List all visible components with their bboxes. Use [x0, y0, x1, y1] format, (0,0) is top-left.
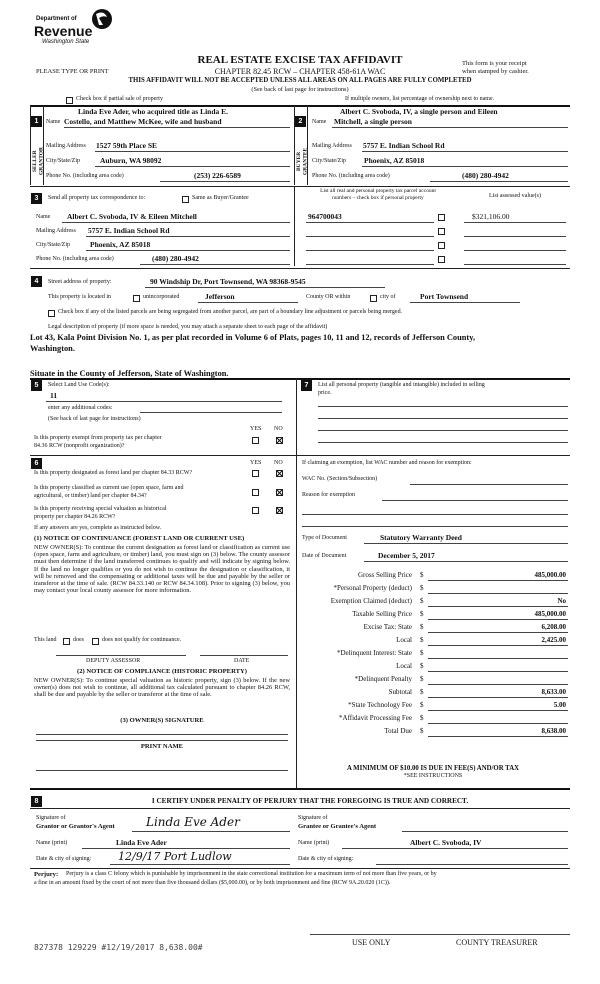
- tax-row-label: Gross Selling Price: [357, 571, 412, 579]
- receipt-note-2: when stamped by cashier.: [462, 68, 529, 75]
- sec6-no-header: NO: [274, 460, 283, 466]
- city-of-label: city of: [380, 294, 396, 300]
- deputy-date-label: DATE: [234, 658, 250, 664]
- notice1-title: (1) NOTICE OF CONTINUANCE (FOREST LAND OR CURRENT USE): [34, 535, 245, 542]
- tax-table: [300, 571, 570, 741]
- tax-row-value: 8,633.00: [541, 688, 566, 696]
- section-2-badge: 2: [295, 116, 306, 127]
- section-6-badge: 6: [31, 458, 42, 469]
- land-does-not-label: does not qualify for continuance.: [102, 637, 182, 643]
- assessed-1: $321,106.00: [472, 212, 510, 221]
- additional-codes-label: enter any additional codes:: [48, 405, 113, 411]
- doc-date-underline: [364, 561, 568, 562]
- parcel-3-checkbox[interactable]: [438, 242, 445, 249]
- buyer-name-underline: [332, 127, 568, 128]
- personal-property-label-2: price.: [318, 390, 332, 396]
- logo-dept-line3: Washington State: [42, 39, 90, 45]
- cashier-stamp: 827378 129229 #12/19/2017 8,638.00#: [34, 943, 203, 952]
- tax-row-underline: [428, 606, 568, 607]
- buyer-phone-label: Phone No. (including area code): [312, 173, 390, 179]
- land-does-not-checkbox[interactable]: [92, 638, 99, 645]
- grantor-name-print: Linda Eve Ader: [116, 838, 167, 847]
- tax-row-underline: [428, 593, 568, 594]
- grantee-name-label: Name (print): [298, 840, 330, 846]
- see-instructions-note: *SEE INSTRUCTIONS: [403, 773, 463, 779]
- county-underline: [198, 302, 298, 303]
- tax-row: [300, 727, 570, 740]
- tax-row-currency: $: [420, 636, 424, 644]
- reason-underline-3: [302, 526, 568, 527]
- treasurer-stamp-line: [310, 934, 570, 935]
- grantee-sig-label-1: Signature of: [298, 815, 328, 821]
- rule-top-exemption: [296, 455, 570, 456]
- parcel-1: 964700043: [308, 212, 342, 221]
- print-name-underline: [36, 770, 288, 771]
- current-use-yes-checkbox[interactable]: [252, 489, 259, 496]
- segregated-checkbox[interactable]: [48, 310, 55, 317]
- tax-row-currency: $: [420, 571, 424, 579]
- tax-row-underline: [428, 632, 568, 633]
- corr-phone: (480) 280-4942: [152, 254, 199, 263]
- seller-mailing-label: Mailing Address: [46, 143, 86, 149]
- correspondence-label: Send all property tax correspondence to:: [48, 195, 146, 201]
- tax-row: [300, 688, 570, 701]
- owners-signature-label: (3) OWNER(S) SIGNATURE: [120, 717, 204, 724]
- tax-row-label: Local: [396, 636, 412, 644]
- grantee-name-underline: [342, 848, 568, 849]
- tax-row: [300, 649, 570, 662]
- tax-row: [300, 714, 570, 727]
- tax-row-underline: [428, 619, 568, 620]
- buyer-city: Phoenix, AZ 85018: [364, 156, 425, 165]
- additional-codes-underline: [140, 412, 282, 413]
- tax-row-currency: $: [420, 649, 424, 657]
- tax-row-underline: [428, 723, 568, 724]
- corr-mailing-label: Mailing Address: [36, 228, 76, 234]
- historic-question-1: Is this property receiving special valuation as historical: [34, 506, 167, 512]
- exempt-question-2: 84.36 RCW (nonprofit organization)?: [34, 443, 125, 449]
- parcel-line-1: [306, 222, 434, 223]
- print-name-label: PRINT NAME: [140, 743, 184, 750]
- grantee-name-print: Albert C. Svoboda, IV: [410, 838, 482, 847]
- minimum-fee-note: A MINIMUM OF $10.00 IS DUE IN FEE(S) AND/OR TAX: [346, 765, 520, 772]
- owners-signature-underline-2: [36, 740, 288, 741]
- tax-row-currency: $: [420, 675, 424, 683]
- seller-city-underline: [95, 166, 290, 167]
- assessed-header: List assessed value(s): [489, 193, 541, 199]
- revenue-logo-icon: [90, 8, 114, 30]
- section-8-badge: 8: [31, 796, 42, 807]
- tax-row-currency: $: [420, 597, 424, 605]
- doc-date: December 5, 2017: [378, 551, 435, 560]
- grantor-sig-label-1: Signature of: [36, 815, 66, 821]
- seller-phone-label: Phone No. (including area code): [46, 173, 124, 179]
- grantee-sig-label-2: Grantee or Grantee's Agent: [298, 823, 377, 830]
- forest-no-checkbox[interactable]: [276, 470, 283, 477]
- tax-row-value: No: [557, 597, 566, 605]
- parcel-line-3: [306, 250, 434, 251]
- parcel-1-checkbox[interactable]: [438, 214, 445, 221]
- buyer-mailing-underline: [362, 151, 568, 152]
- tax-row: [300, 636, 570, 649]
- grantor-sig-label-2: Grantor or Grantor's Agent: [36, 823, 115, 830]
- perjury-text-1: Perjury is a class C felony which is punishable by imprisonment in the state correctional institution for a maximum term of not more than five years, or by: [66, 871, 437, 877]
- reason-underline-2: [302, 514, 568, 515]
- buyer-mailing-label: Mailing Address: [312, 143, 352, 149]
- reason-underline-1: [382, 500, 568, 501]
- tax-row-currency: $: [420, 714, 424, 722]
- grantee-date-city-underline: [376, 864, 568, 865]
- corr-city-label: City/State/Zip: [36, 242, 70, 248]
- tax-row-value: 6,208.00: [541, 623, 566, 631]
- personal-property-line-4: [318, 442, 568, 443]
- notice2-body: NEW OWNER(S): To continue special valuation as historic property, sign (3) below. If the new owner(s) does not wish to continue, all additional tax calculated pursuant to chapter 84.26 RCW, shall be due and payable by the seller or transferor at the time of sale.: [34, 677, 290, 699]
- parcel-header-2: numbers – check box if personal property: [332, 195, 424, 201]
- multiple-owners-note: If multiple owners, list percentage of ownership next to name.: [345, 96, 495, 102]
- street-address: 90 Windship Dr, Port Townsend, WA 98368-9545: [150, 277, 306, 286]
- tax-row-label: *Personal Property (deduct): [333, 584, 412, 592]
- buyer-name-label: Name: [312, 119, 327, 125]
- sec5-see-back: (See back of last page for instructions): [48, 416, 141, 422]
- exempt-no-checkbox[interactable]: [276, 437, 283, 444]
- land-does-checkbox[interactable]: [63, 638, 70, 645]
- tax-row: [300, 675, 570, 688]
- tax-row: [300, 571, 570, 584]
- street-underline: [145, 287, 385, 288]
- logo-dept-line2: Revenue: [34, 23, 93, 39]
- doc-date-label: Date of Document: [302, 553, 347, 559]
- grantor-signature: Linda Eve Ader: [146, 815, 240, 829]
- historic-question-2: property per chapter 84.26 RCW?: [34, 514, 116, 520]
- grantor-sig-underline: [132, 831, 290, 832]
- tax-row-label: *Delinquent Penalty: [354, 675, 412, 683]
- corr-city-underline: [86, 250, 290, 251]
- land-does-label: does: [73, 637, 84, 643]
- sec6-yes-header: YES: [250, 460, 262, 466]
- personal-property-line-3: [318, 430, 568, 431]
- tax-row-underline: [428, 658, 568, 659]
- section-7-badge: 7: [301, 380, 312, 391]
- tax-row-label: Exemption Claimed (deduct): [330, 597, 412, 605]
- tax-row-currency: $: [420, 727, 424, 735]
- parcel-line-2: [306, 236, 434, 237]
- exemption-label: If claiming an exemption, list WAC number and reason for exemption:: [302, 460, 472, 466]
- section-1-badge: 1: [31, 116, 42, 127]
- seller-city: Auburn, WA 98092: [100, 156, 162, 165]
- current-use-no-checkbox[interactable]: [276, 489, 283, 496]
- legal-line-2: Washington.: [30, 344, 75, 353]
- tax-row-underline: [428, 671, 568, 672]
- buyer-phone: (480) 280-4942: [462, 171, 509, 180]
- parcel-header-1: List all real and personal property tax parcel account: [320, 188, 436, 194]
- tax-row-label: Excise Tax: State: [363, 623, 412, 631]
- grantor-date-city-underline: [110, 864, 290, 865]
- assessed-line-3: [464, 250, 566, 251]
- wac-underline: [410, 484, 568, 485]
- corr-name-label: Name: [36, 214, 51, 220]
- tax-row-currency: $: [420, 584, 424, 592]
- seller-mailing-underline: [95, 151, 290, 152]
- form-title: REAL ESTATE EXCISE TAX AFFIDAVIT: [197, 54, 403, 66]
- perjury-label: Perjury:: [34, 871, 59, 878]
- section-3-badge: 3: [31, 193, 42, 204]
- sec5-yes-header: YES: [250, 426, 262, 432]
- tax-row-value: 2,425.00: [541, 636, 566, 644]
- this-land-label: This land: [34, 637, 57, 643]
- tax-row-label: Subtotal: [388, 688, 412, 696]
- county-value: Jefferson: [205, 292, 235, 301]
- tax-row-label: Local: [396, 662, 412, 670]
- parcel-4-checkbox[interactable]: [438, 256, 445, 263]
- legal-line-3: Situate in the County of Jefferson, State of Washington.: [30, 369, 229, 378]
- corr-name-underline: [62, 222, 290, 223]
- street-label: Street address of property:: [48, 279, 112, 285]
- doc-type-label: Type of Document: [302, 535, 347, 541]
- tax-row-underline: [428, 580, 568, 581]
- seller-mailing: 1527 59th Place SE: [96, 141, 158, 150]
- seller-name-line1: Linda Eve Ader, who acquired title as Linda E.: [78, 107, 229, 116]
- tax-row: [300, 623, 570, 636]
- exempt-question-1: Is this property exempt from property tax per chapter: [34, 435, 162, 441]
- form-subtitle: CHAPTER 82.45 RCW – CHAPTER 458-61A WAC: [214, 67, 386, 76]
- seller-name-line2: Costello, and Matthew McKee, wife and husband: [64, 117, 222, 126]
- see-back-instructions: (See back of last page for instructions): [251, 86, 349, 93]
- tax-row-underline: [428, 736, 568, 737]
- buyer-name-line1: Albert C. Svoboda, IV, a single person and Eileen: [340, 107, 498, 116]
- seller-name-underline: [64, 127, 290, 128]
- tax-row-label: Taxable Selling Price: [352, 610, 412, 618]
- forest-yes-checkbox[interactable]: [252, 470, 259, 477]
- buyer-city-underline: [362, 166, 568, 167]
- tax-row-currency: $: [420, 688, 424, 696]
- segregated-note: Check box if any of the listed parcels are being segregated from another parcel, are part of a boundary line adjustment or parcels being merged.: [58, 309, 403, 315]
- grantor-date-city-label: Date & city of signing:: [36, 856, 92, 862]
- grantor-name-underline: [82, 848, 290, 849]
- buyer-mailing: 5757 E. Indian School Rd: [363, 141, 445, 150]
- rule-top-sec3: [30, 186, 570, 187]
- seller-name-label: Name: [46, 119, 61, 125]
- please-type: PLEASE TYPE OR PRINT: [36, 68, 109, 75]
- exempt-yes-checkbox[interactable]: [252, 437, 259, 444]
- seller-phone-underline: [160, 181, 290, 182]
- date-underline: [200, 655, 288, 656]
- doc-type-underline: [364, 543, 568, 544]
- tax-row: [300, 701, 570, 714]
- use-only-label: USE ONLY: [352, 938, 391, 947]
- rule-top-sec5: [30, 378, 570, 380]
- unincorporated-checkbox[interactable]: [133, 295, 140, 302]
- buyer-side-label: BUYER GRANTEE: [296, 147, 309, 175]
- tax-row-value: 485,000.00: [534, 610, 566, 618]
- same-as-buyer-label: Same as Buyer/Grantee: [192, 195, 249, 201]
- personal-property-label-1: List all personal property (tangible and intangible) included in selling: [318, 382, 485, 388]
- rule-top-sec8: [30, 788, 570, 790]
- corr-name: Albert C. Svoboda, IV & Eileen Mitchell: [67, 212, 197, 221]
- corr-phone-label: Phone No. (including area code): [36, 256, 114, 262]
- personal-property-line-1: [318, 406, 568, 407]
- unincorporated-label: unincorporated: [143, 294, 180, 300]
- county-or-within: County OR within: [306, 294, 351, 300]
- buyer-city-label: City/State/Zip: [312, 158, 346, 164]
- notice2-title: (2) NOTICE OF COMPLIANCE (HISTORIC PROPERTY): [77, 668, 247, 675]
- corr-mailing: 5757 E. Indian School Rd: [88, 226, 170, 235]
- tax-row-value: 8,638.00: [541, 727, 566, 735]
- tax-row: [300, 610, 570, 623]
- doc-type: Statutory Warranty Deed: [380, 533, 462, 542]
- rule-sec3-mid: [294, 186, 295, 266]
- tax-row-value: 5.00: [553, 701, 566, 709]
- land-use-underline: [46, 401, 282, 402]
- tax-row-currency: $: [420, 623, 424, 631]
- seller-city-label: City/State/Zip: [46, 158, 80, 164]
- county-treasurer-label: COUNTY TREASURER: [456, 938, 538, 947]
- partial-sale-checkbox[interactable]: [66, 97, 73, 104]
- deputy-underline: [56, 655, 186, 656]
- tax-row-currency: $: [420, 610, 424, 618]
- deputy-assessor-label: DEPUTY ASSESSOR: [86, 658, 141, 664]
- sec5-no-header: NO: [274, 426, 283, 432]
- tax-row-underline: [428, 684, 568, 685]
- tax-row: [300, 584, 570, 597]
- notice1-body: NEW OWNER(S): To continue the current designation as forest land or classification as current use (open space, farm and agriculture, or timber) land, you must sign on (3) below. The county assessor must then determine if the land transferred continues to qualify and will indicate by signing below. If the land no longer qualifies or you do not wish to continue the designation or classification, it will be removed and the compensating or additional taxes will be due and payable by the seller or transferor at the time of sale. (RCW 84.33.140 or RCW 84.34.108). Prior to signing (3) below, you may contact your local county assessor for more information.: [34, 544, 290, 595]
- owners-signature-underline-1: [36, 734, 288, 735]
- corr-mailing-underline: [86, 236, 290, 237]
- forest-question: Is this property designated as forest land per chapter 84.33 RCW?: [34, 470, 193, 476]
- tax-row-underline: [428, 697, 568, 698]
- current-use-question-2: agricultural, or timber) land per chapter 84.34?: [34, 493, 147, 499]
- personal-property-line-2: [318, 418, 568, 419]
- tax-row: [300, 597, 570, 610]
- city-underline: [410, 302, 520, 303]
- corr-phone-underline: [140, 264, 290, 265]
- tax-row-underline: [428, 710, 568, 711]
- tax-row-underline: [428, 645, 568, 646]
- historic-yes-checkbox[interactable]: [252, 507, 259, 514]
- legal-description-label: Legal description of property (if more space is needed, you may attach a separate sheet to each page of the affidavit): [48, 324, 328, 330]
- buyer-name-line2: Mitchell, a single person: [334, 117, 412, 126]
- parcel-line-4: [306, 264, 434, 265]
- rule-sec5-mid: [296, 378, 297, 788]
- perjury-text-2: a fine in an amount fixed by the court of not more than five thousand dollars ($5,000.00), or by both imprisonment and fine (RCW 9A.20.020 (1C)).: [34, 880, 391, 886]
- grantee-sig-underline: [402, 831, 568, 832]
- tax-row-value: 485,000.00: [534, 571, 566, 579]
- tax-row-label: Total Due: [384, 727, 412, 735]
- certify-statement: I CERTIFY UNDER PENALTY OF PERJURY THAT THE FOREGOING IS TRUE AND CORRECT.: [151, 797, 469, 805]
- grantor-name-label: Name (print): [36, 840, 68, 846]
- revenue-logo: [34, 8, 126, 52]
- rule-top-sec4: [30, 268, 570, 269]
- same-as-buyer-checkbox[interactable]: [182, 196, 189, 203]
- logo-dept-line1: Department of: [36, 16, 77, 22]
- tax-row-label: *Delinquent Interest: State: [336, 649, 412, 657]
- partial-sale-label: Check box if partial sale of property: [76, 96, 163, 102]
- rule-under-certify: [30, 808, 570, 809]
- tax-row-label: *State Technology Fee: [348, 701, 412, 709]
- rule-above-perjury: [30, 868, 570, 869]
- assessed-line-1: [464, 222, 566, 223]
- if-yes-note: If any answers are yes, complete as instructed below.: [34, 525, 162, 531]
- land-use-label: Select Land Use Code(s):: [48, 382, 110, 388]
- parcel-2-checkbox[interactable]: [438, 228, 445, 235]
- warning-line: THIS AFFIDAVIT WILL NOT BE ACCEPTED UNLESS ALL AREAS ON ALL PAGES ARE FULLY COMPLETED: [128, 77, 472, 84]
- wac-label: WAC No. (Section/Subsection): [302, 476, 378, 482]
- seller-phone: (253) 226-6589: [194, 171, 241, 180]
- land-use-code: 11: [50, 391, 58, 400]
- legal-line-1: Lot 43, Kala Point Division No. 1, as per plat recorded in Volume 6 of Plats, pages 10, 11 and 12, records of Jefferson County,: [30, 333, 476, 342]
- city-of-checkbox[interactable]: [370, 295, 377, 302]
- current-use-question-1: Is this property classified as current use (open space, farm and: [34, 485, 184, 491]
- receipt-note-1: This form is your receipt: [462, 60, 527, 67]
- city-value: Port Townsend: [420, 292, 469, 301]
- historic-no-checkbox[interactable]: [276, 507, 283, 514]
- tax-row-currency: $: [420, 701, 424, 709]
- assessed-line-2: [464, 236, 566, 237]
- buyer-phone-underline: [430, 181, 568, 182]
- corr-city: Phoenix, AZ 85018: [90, 240, 151, 249]
- seller-side-label: SELLER GRANTOR: [32, 147, 45, 176]
- located-in-label: This property is located in: [48, 294, 111, 300]
- grantee-date-city-label: Date & city of signing:: [298, 856, 354, 862]
- tax-row-currency: $: [420, 662, 424, 670]
- tax-row: [300, 662, 570, 675]
- rule-top-sec6: [30, 455, 296, 456]
- section-4-badge: 4: [31, 276, 42, 287]
- exemption-reason-label: Reason for exemption: [302, 492, 355, 498]
- assessed-line-4: [464, 264, 566, 265]
- section-5-badge: 5: [31, 380, 42, 391]
- grantor-date-city: 12/9/17 Port Ludlow: [118, 850, 232, 863]
- tax-row-label: *Affidavit Processing Fee: [339, 714, 412, 722]
